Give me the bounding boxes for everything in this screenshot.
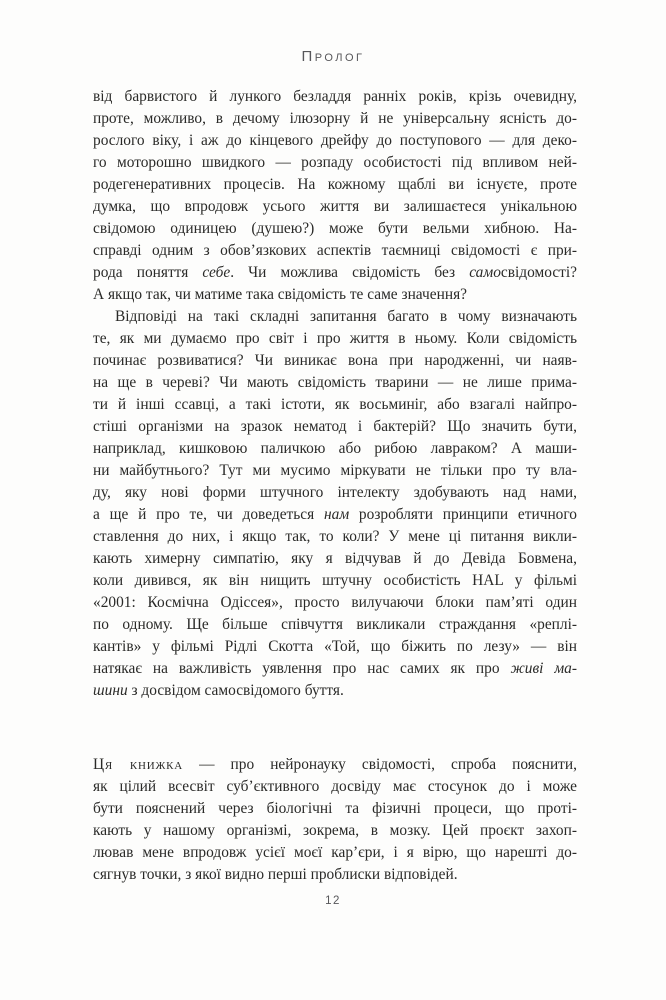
- body-segment: кають химерну симпатію, яку я відчував й до Девіда Бовмена,: [93, 550, 577, 567]
- text-line: [93, 570, 577, 592]
- text-line: [93, 394, 577, 416]
- emphasis-text: шини: [93, 682, 128, 699]
- body-segment: ни майбутнього? Тут ми мусимо міркувати не тільки про ту вла-: [93, 462, 577, 479]
- page-number: 12: [325, 895, 341, 907]
- emphasis-text: себе: [202, 264, 231, 281]
- body-segment: свідомою одиницею (душею?) може бути вельми хибною. На-: [93, 220, 577, 237]
- body-segment: те, як ми думаємо про світ і про життя в ньому. Коли свідомість: [93, 330, 577, 347]
- text-line: [93, 548, 577, 570]
- body-segment: як цілий всесвіт суб’єктивного досвіду має стосунок до і може: [93, 778, 577, 795]
- body-segment: «2001: Космічна Одіссея», просто вилучаючи блоки пам’яті один: [93, 594, 577, 611]
- body-segment: а ще й про те, чи доведеться: [93, 506, 324, 523]
- text-line: [93, 284, 577, 306]
- text-line: [93, 636, 577, 658]
- text-line: [93, 592, 577, 614]
- body-segment: лював мене впродовж усієї моєї кар’єри, і я вірю, що нарешті до-: [93, 844, 577, 861]
- text-line: [93, 174, 577, 196]
- paragraph: [93, 306, 577, 702]
- running-header: Пролог: [301, 48, 365, 65]
- body-segment: від барвистого й лункого безладдя ранніх років, крізь очевидну,: [93, 88, 577, 105]
- body-segment: наприклад, кишковою паличкою або рибою лавраком? А маши-: [93, 440, 577, 457]
- text-line: [93, 86, 577, 108]
- text-line: [93, 152, 577, 174]
- text-line: [93, 864, 577, 886]
- text-line: [93, 482, 577, 504]
- text-line: [93, 460, 577, 482]
- body-segment: А якщо так, чи матиме така свідомість те саме значення?: [93, 286, 467, 303]
- body-segment: по одному. Ще більше співчуття викликали страждання «реплі-: [93, 616, 577, 633]
- body-segment: кають у нашому організмі, зокрема, в мозку. Цей проєкт захоп-: [93, 822, 577, 839]
- text-line: [93, 416, 577, 438]
- body-segment: бути пояснений через біологічні та фізичні процеси, що проті-: [93, 800, 577, 817]
- body-segment: ставлення до них, і якщо так, то коли? У мене ці питання викли-: [93, 528, 577, 545]
- text-line: [93, 218, 577, 240]
- body-segment: Відповіді на такі складні запитання багато в чому визначають: [115, 308, 577, 325]
- text-line: [93, 658, 577, 680]
- body-text: [93, 86, 577, 886]
- text-line: [93, 614, 577, 636]
- body-segment: справді одним з обов’язкових аспектів таємниці свідомості є при-: [93, 242, 577, 259]
- text-line: [93, 328, 577, 350]
- body-segment: го моторошно швидкого — розпаду особистості під впливом ней-: [93, 154, 577, 171]
- paragraph: [93, 754, 577, 886]
- text-line: [93, 842, 577, 864]
- text-line: [93, 262, 577, 284]
- body-segment: проте, можливо, в дечому ілюзорну й не універсальну ясність до-: [93, 110, 577, 127]
- body-segment: починає розвиватися? Чи виникає вона при народженні, чи наяв-: [93, 352, 577, 369]
- text-line: [93, 438, 577, 460]
- body-segment: ти й інші ссавці, а такі істоти, як восьминіг, або взагалі найпро-: [93, 396, 577, 413]
- text-line: [93, 798, 577, 820]
- text-line: [93, 526, 577, 548]
- body-segment: ду, яку нові форми штучного інтелекту здобувають над нами,: [93, 484, 577, 501]
- text-line: [93, 130, 577, 152]
- text-line: [93, 350, 577, 372]
- body-segment: стіші організми на зразок нематод і бактерій? Що значить бути,: [93, 418, 577, 435]
- body-segment: родегенеративних процесів. На кожному щаблі ви існуєте, проте: [93, 176, 577, 193]
- body-segment: рода поняття: [93, 264, 203, 281]
- body-segment: коли дивився, як він нищить штучну особистість HAL у фільмі: [93, 572, 577, 589]
- body-segment: кантів» у фільмі Рідлі Скотта «Той, що біжить по лезу» — він: [93, 638, 577, 655]
- text-line: [93, 754, 577, 776]
- emphasis-text: живі ма-: [510, 660, 577, 677]
- text-line: [93, 372, 577, 394]
- body-segment: рослого віку, і аж до кінцевого дрейфу до поступового — для деко-: [93, 132, 577, 149]
- body-segment: свідомості?: [500, 264, 577, 281]
- small-caps-text: Ця книжка: [93, 756, 184, 773]
- body-segment: на ще в череві? Чи мають свідомість тварини — не лише прима-: [93, 374, 577, 391]
- text-line: [93, 776, 577, 798]
- text-line: [93, 680, 577, 702]
- body-segment: . Чи можлива свідомість без: [230, 264, 470, 281]
- emphasis-text: само: [469, 264, 501, 281]
- text-line: [93, 306, 577, 328]
- body-segment: — про нейронауку свідомості, спроба пояснити,: [183, 756, 577, 773]
- body-segment: сягнув точки, з якої видно перші проблиски відповідей.: [93, 866, 458, 883]
- emphasis-text: нам: [323, 506, 350, 523]
- text-line: [93, 240, 577, 262]
- body-segment: з досвідом самосвідомого буття.: [127, 682, 344, 699]
- text-line: [93, 504, 577, 526]
- paragraph: [93, 86, 577, 306]
- text-line: [93, 820, 577, 842]
- text-line: [93, 196, 577, 218]
- body-segment: думка, що впродовж усього життя ви залишаєтеся унікальною: [93, 198, 577, 215]
- text-line: [93, 108, 577, 130]
- body-segment: розробляти принципи етичного: [349, 506, 577, 523]
- body-segment: натякає на важливість уявлення про нас самих як про: [93, 660, 511, 677]
